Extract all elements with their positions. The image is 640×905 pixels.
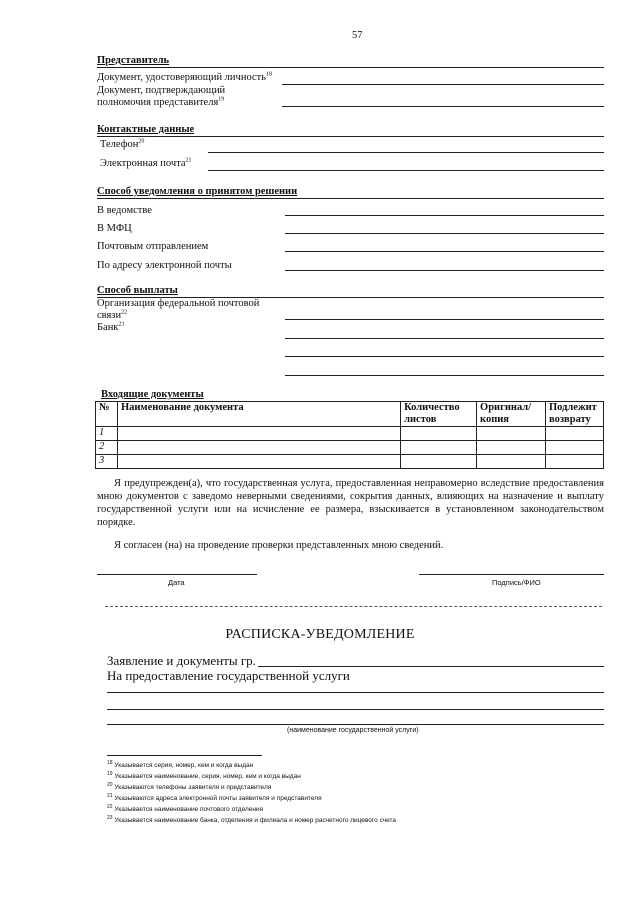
receipt-applicant-label: Заявление и документы гр. (107, 653, 256, 668)
notification-field[interactable] (285, 251, 604, 252)
warning-paragraph: Я предупрежден(а), что государственная услуга, предоставленная неправомерно вследствие предоставления мною документов с заведомо неверными сведениями, сокрытия данных, влияющих на назначение и выплату государственной услуги или на исчисление ее размера, взыскивается в установленном законодательством порядке. (97, 478, 604, 528)
footnote: $^{23}$ Указывается наименование банка, отделения и филиала и номер расчетного лицевого счета (107, 814, 397, 824)
date-caption: Дата (168, 578, 185, 587)
section-title-contacts: Контактные данные (97, 124, 195, 135)
email-field[interactable] (208, 170, 604, 171)
authority-label-line1: Документ, подтверждающий (97, 85, 226, 96)
footnote: $^{20}$ Указываются телефоны заявителя и представителя (107, 781, 272, 791)
id-document-field[interactable] (282, 84, 604, 85)
cell-return[interactable] (545, 455, 603, 469)
table-header-row (96, 402, 604, 427)
cell-original[interactable] (477, 455, 546, 469)
section-rule (97, 67, 604, 68)
footnote: $^{22}$ Указывается наименование почтового отделения (107, 803, 264, 813)
documents-table (95, 401, 604, 469)
notification-option: Почтовым отправлением (97, 241, 209, 252)
col-header-num: № (96, 402, 118, 427)
receipt-service-label: На предоставление государственной услуги (107, 668, 350, 683)
footnote: $^{21}$ Указываются адреса электронной почты заявителя и представителя (107, 792, 322, 802)
cell-doc-name[interactable] (117, 427, 400, 441)
table-row (96, 441, 604, 455)
cut-line (105, 606, 602, 607)
table-row (96, 455, 604, 469)
col-header-name: Наименование документа (117, 402, 400, 427)
notification-option: В МФЦ (97, 223, 132, 234)
id-document-label: Документ, удостоверяющий личность$^{18}$ (97, 71, 272, 83)
notification-field[interactable] (285, 233, 604, 234)
bank-field[interactable] (285, 356, 604, 357)
authority-label-line2: полномочия представителя$^{19}$ (97, 96, 225, 108)
footnote: $^{18}$ Указывается серия, номер, кем и когда выдан (107, 759, 254, 769)
post-label-line2: связи$^{22}$ (97, 309, 128, 321)
bank-field[interactable] (285, 338, 604, 339)
row-number: 3 (96, 455, 118, 469)
bank-field[interactable] (285, 375, 604, 376)
applicant-name-field[interactable] (258, 666, 604, 667)
signature-caption: Подпись/ФИО (492, 578, 541, 587)
cell-return[interactable] (545, 441, 603, 455)
col-header-qty: Количество листов (401, 402, 477, 427)
service-caption: (наименование государственной услуги) (287, 727, 419, 734)
cell-qty[interactable] (401, 427, 477, 441)
section-title-representative: Представитель (97, 55, 170, 66)
section-rule (97, 198, 604, 199)
section-title-payment: Способ выплаты (97, 285, 178, 296)
cell-qty[interactable] (401, 441, 477, 455)
cell-doc-name[interactable] (117, 441, 400, 455)
notification-option: По адресу электронной почты (97, 260, 232, 271)
footnote: $^{19}$ Указывается наименование, серия, номер, кем и когда выдан (107, 770, 301, 780)
cell-qty[interactable] (401, 455, 477, 469)
notification-field[interactable] (285, 270, 604, 271)
footnotes (107, 760, 396, 826)
consent-paragraph: Я согласен (на) на проведение проверки представленных мною сведений. (114, 540, 444, 551)
col-header-original: Оригинал/ копия (477, 402, 546, 427)
service-name-field[interactable] (107, 692, 604, 693)
post-label-line1: Организация федеральной почтовой (97, 298, 260, 309)
date-field[interactable] (97, 574, 257, 575)
signature-field[interactable] (419, 574, 604, 575)
row-number: 1 (96, 427, 118, 441)
section-title-incoming: Входящие документы (101, 389, 204, 400)
cell-return[interactable] (545, 427, 603, 441)
col-header-return: Подлежит возврату (545, 402, 603, 427)
phone-label: Телефон$^{20}$ (100, 138, 145, 150)
notification-field[interactable] (285, 215, 604, 216)
section-rule (97, 136, 604, 137)
email-label: Электронная почта$^{21}$ (100, 157, 192, 169)
cell-original[interactable] (477, 427, 546, 441)
service-name-field[interactable] (107, 724, 604, 725)
phone-field[interactable] (208, 152, 604, 153)
notification-option: В ведомстве (97, 205, 152, 216)
row-number: 2 (96, 441, 118, 455)
page-number: 57 (352, 30, 363, 41)
bank-label: Банк$^{23}$ (97, 321, 125, 333)
service-name-field[interactable] (107, 709, 604, 710)
section-title-notification: Способ уведомления о принятом решении (97, 186, 298, 197)
receipt-title: РАСПИСКА-УВЕДОМЛЕНИЕ (225, 627, 415, 642)
cell-original[interactable] (477, 441, 546, 455)
cell-doc-name[interactable] (117, 455, 400, 469)
table-row (96, 427, 604, 441)
authority-field[interactable] (282, 106, 604, 107)
footnote-rule (107, 755, 262, 756)
post-field[interactable] (285, 319, 604, 320)
